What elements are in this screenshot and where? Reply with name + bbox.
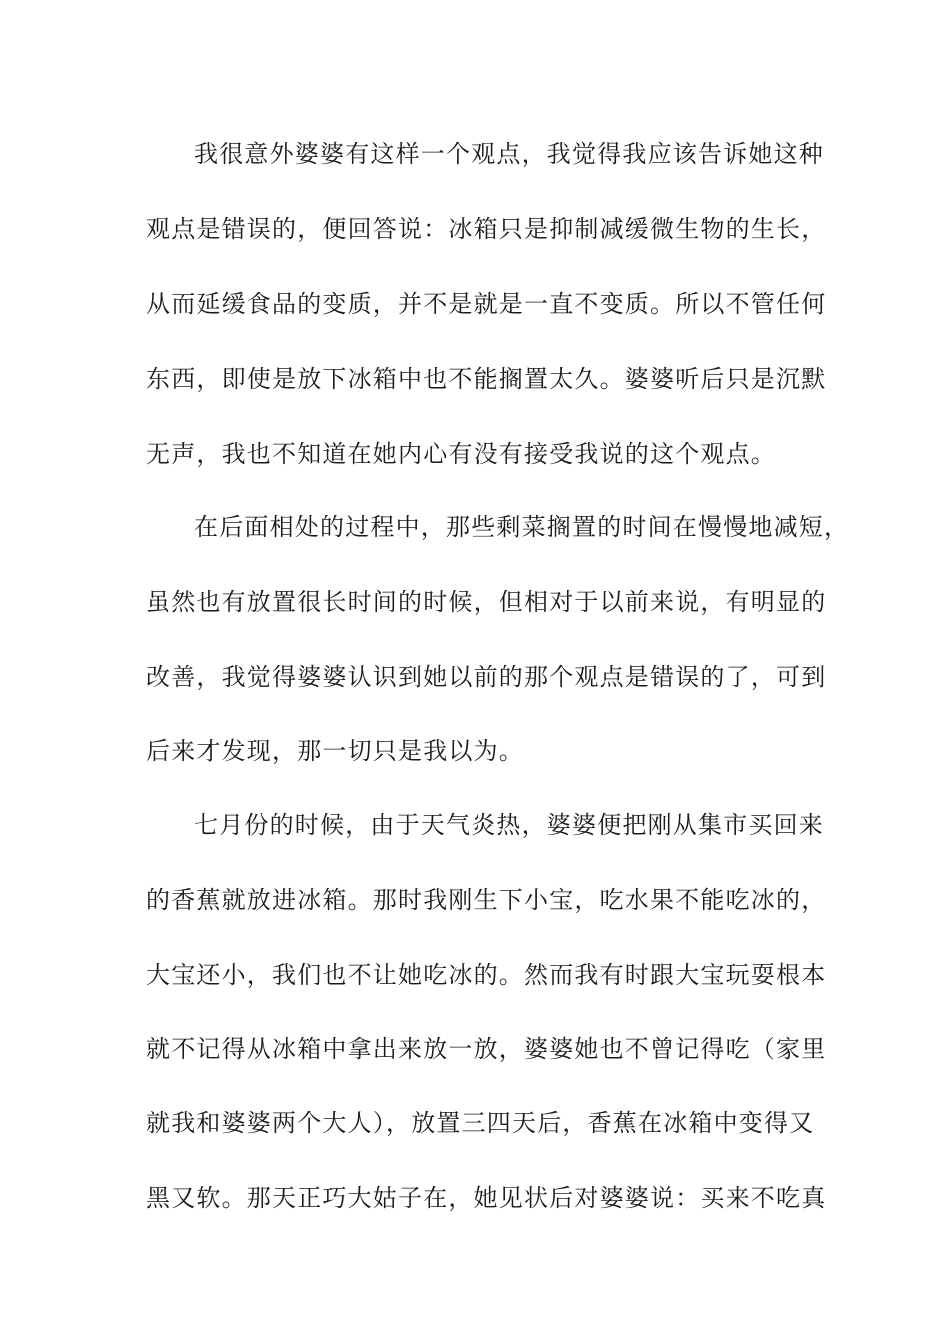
paragraph-3-line-2: 的香蕉就放进冰箱。那时我刚生下小宝，吃水果不能吃冰的， — [146, 886, 827, 914]
paragraph-1-line-5: 无声，我也不知道在她内心有没有接受我说的这个观点。 — [146, 440, 776, 468]
paragraph-1-line-1: 我很意外婆婆有这样一个观点，我觉得我应该告诉她这种 — [194, 140, 824, 168]
paragraph-3-line-1: 七月份的时候，由于天气炎热，婆婆便把刚从集市买回来 — [194, 811, 824, 839]
paragraph-2-line-1: 在后面相处的过程中，那些剩菜搁置的时间在慢慢地减短， — [194, 513, 850, 541]
paragraph-2-line-2: 虽然也有放置很长时间的时候，但相对于以前来说，有明显的 — [146, 588, 827, 616]
paragraph-1-line-3: 从而延缓食品的变质，并不是就是一直不变质。所以不管任何 — [146, 290, 827, 318]
paragraph-3-line-4: 就不记得从冰箱中拿出来放一放，婆婆她也不曾记得吃（家里 — [146, 1035, 827, 1063]
paragraph-3-line-6: 黑又软。那天正巧大姑子在，她见状后对婆婆说：买来不吃真 — [146, 1184, 827, 1212]
paragraph-2-line-4: 后来才发现，那一切只是我以为。 — [146, 737, 524, 765]
paragraph-1-line-4: 东西，即使是放下冰箱中也不能搁置太久。婆婆听后只是沉默 — [146, 365, 827, 393]
paragraph-2-line-3: 改善，我觉得婆婆认识到她以前的那个观点是错误的了，可到 — [146, 663, 827, 691]
paragraph-3-line-5: 就我和婆婆两个大人），放置三四天后，香蕉在冰箱中变得又 — [146, 1109, 815, 1137]
paragraph-1-line-2: 观点是错误的，便回答说：冰箱只是抑制减缓微生物的生长， — [146, 215, 827, 243]
paragraph-3-line-3: 大宝还小，我们也不让她吃冰的。然而我有时跟大宝玩耍根本 — [146, 961, 827, 989]
